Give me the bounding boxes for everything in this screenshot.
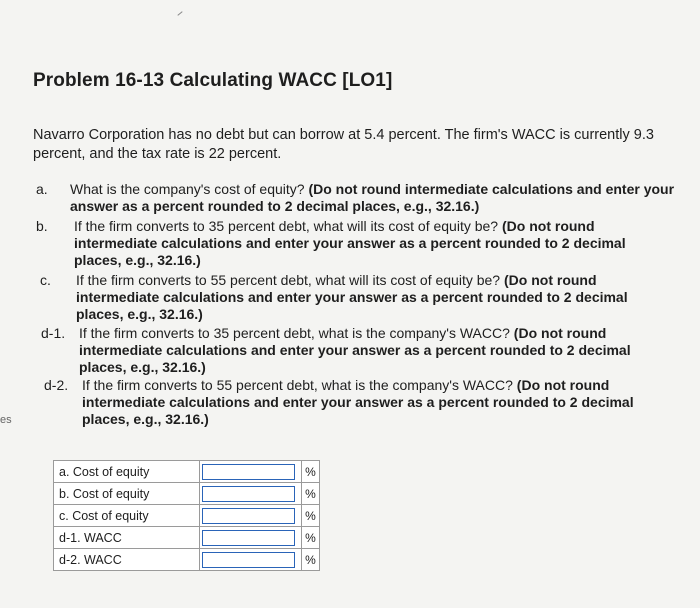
problem-title: Problem 16-13 Calculating WACC [LO1] — [33, 70, 393, 91]
row-label: a. Cost of equity — [54, 461, 200, 483]
answer-input-c[interactable] — [202, 508, 295, 524]
answer-input-d1[interactable] — [202, 530, 295, 546]
unit-label: % — [302, 483, 320, 505]
row-label: d-1. WACC — [54, 527, 200, 549]
row-label: c. Cost of equity — [54, 505, 200, 527]
question-c — [38, 272, 650, 323]
answer-table — [53, 460, 320, 571]
question-label: d-1. — [41, 325, 66, 341]
question-text: If the firm converts to 55 percent debt, what is the company's WACC? (Do not round intermediate calculations and enter your answer as a percent rounded to 2 decimal places, e.g., 32.16.) — [82, 377, 634, 427]
question-b — [36, 218, 648, 269]
problem-intro: Navarro Corporation has no debt but can borrow at 5.4 percent. The firm's WACC is currently 9.3 percent, and the tax rate is 22 percent. — [33, 127, 654, 162]
question-label: b. — [36, 218, 48, 234]
unit-label: % — [302, 527, 320, 549]
answer-input-a[interactable] — [202, 464, 295, 480]
row-label: b. Cost of equity — [54, 483, 200, 505]
answer-cell — [200, 549, 302, 571]
answer-cell — [200, 461, 302, 483]
answer-cell — [200, 527, 302, 549]
answer-input-b[interactable] — [202, 486, 295, 502]
question-label: a. — [36, 181, 48, 197]
question-instruction: (Do not round intermediate calculations and enter your answer as a percent rounded to 2 decimal places, e.g., 32.16.) — [74, 218, 626, 268]
question-text: If the firm converts to 55 percent debt, what will its cost of equity be? (Do not round intermediate calculations and enter your answer as a percent rounded to 2 decimal places, e.g., 32.16.) — [76, 272, 628, 322]
question-a — [33, 181, 683, 215]
answer-cell — [200, 505, 302, 527]
question-instruction: (Do not round intermediate calculations and enter your answer as a percent rounded to 2 decimal places, e.g., 32.16.) — [79, 325, 631, 375]
question-d2 — [44, 377, 652, 428]
question-instruction: (Do not round intermediate calculations and enter your answer as a percent rounded to 2 decimal places, e.g., 32.16.) — [82, 377, 634, 427]
answer-input-d2[interactable] — [202, 552, 295, 568]
table-row — [54, 549, 320, 571]
row-label: d-2. WACC — [54, 549, 200, 571]
question-instruction: (Do not round intermediate calculations and enter your answer as a percent rounded to 2 decimal places, e.g., 32.16.) — [70, 181, 675, 214]
table-row — [54, 461, 320, 483]
unit-label: % — [302, 549, 320, 571]
table-row — [54, 505, 320, 527]
answer-cell — [200, 483, 302, 505]
table-row — [54, 483, 320, 505]
table-row — [54, 527, 320, 549]
question-label: d-2. — [44, 377, 69, 393]
question-label: c. — [40, 272, 51, 288]
unit-label: % — [302, 461, 320, 483]
decorative-tick — [177, 11, 182, 16]
unit-label: % — [302, 505, 320, 527]
question-text: What is the company's cost of equity? (Do not round intermediate calculations and enter your answer as a percent rounded to 2 decimal places, e.g., 32.16.) — [70, 181, 675, 214]
question-text: If the firm converts to 35 percent debt, what will its cost of equity be? (Do not round intermediate calculations and enter your answer as a percent rounded to 2 decimal places, e.g., 32.16.) — [74, 218, 626, 268]
question-text: If the firm converts to 35 percent debt, what is the company's WACC? (Do not round intermediate calculations and enter your answer as a percent rounded to 2 decimal places, e.g., 32.16.) — [79, 325, 631, 375]
left-edge-fragment: es — [0, 414, 12, 426]
question-d1 — [41, 325, 651, 376]
question-instruction: (Do not round intermediate calculations and enter your answer as a percent rounded to 2 decimal places, e.g., 32.16.) — [76, 272, 628, 322]
